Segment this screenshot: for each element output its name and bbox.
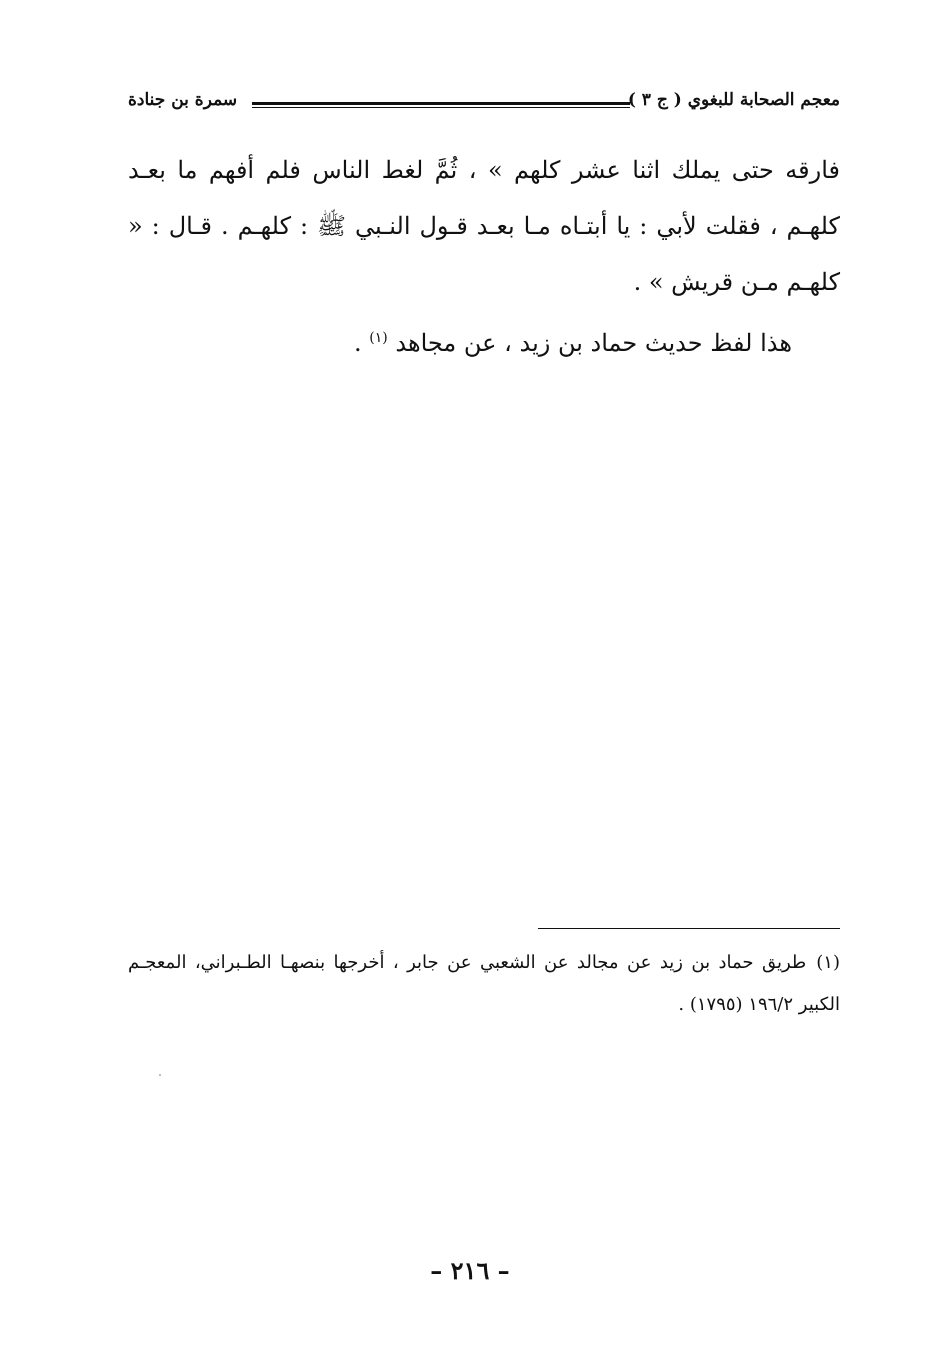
paragraph-2 <box>128 310 840 371</box>
header-rule <box>252 102 630 108</box>
scan-speck <box>159 1074 161 1076</box>
footnote-number: (١) <box>816 952 840 973</box>
main-text <box>128 142 840 371</box>
footnote-text: طريق حماد بن زيد عن مجالد عن الشعبي عن جابر ، أخرجها بنصهـا الطـبراني، المعجـم الكبير ١٩٦/٢ (١٧٩٥) . <box>128 952 840 1015</box>
running-header <box>124 88 840 120</box>
footnotes <box>128 942 840 1026</box>
paragraph-1: فارقه حتى يملك اثنا عشر كلهم » ، ثُمَّ لغط الناس فلم أفهم ما بعـد كلهـم ، فقلت لأبي : يا أبتـاه مـا بعـد قـول النـبي ﷺ : كلهـم . قـال : « كلهـم مـن قريش » . <box>128 156 840 296</box>
footnote-item <box>128 942 840 1026</box>
header-book-title: معجم الصحابة للبغوي ( ج ٣ ) <box>627 90 840 110</box>
footnote-separator <box>538 928 840 929</box>
paragraph-2-text: هذا لفظ حديث حماد بن زيد ، عن مجاهد <box>395 329 792 357</box>
page-number: – ٢١٦ – <box>430 1256 510 1285</box>
header-entry-name: سمرة بن جنادة <box>128 90 238 110</box>
paragraph-2-end: . <box>353 329 370 357</box>
footnote-reference: (١) <box>369 330 388 346</box>
